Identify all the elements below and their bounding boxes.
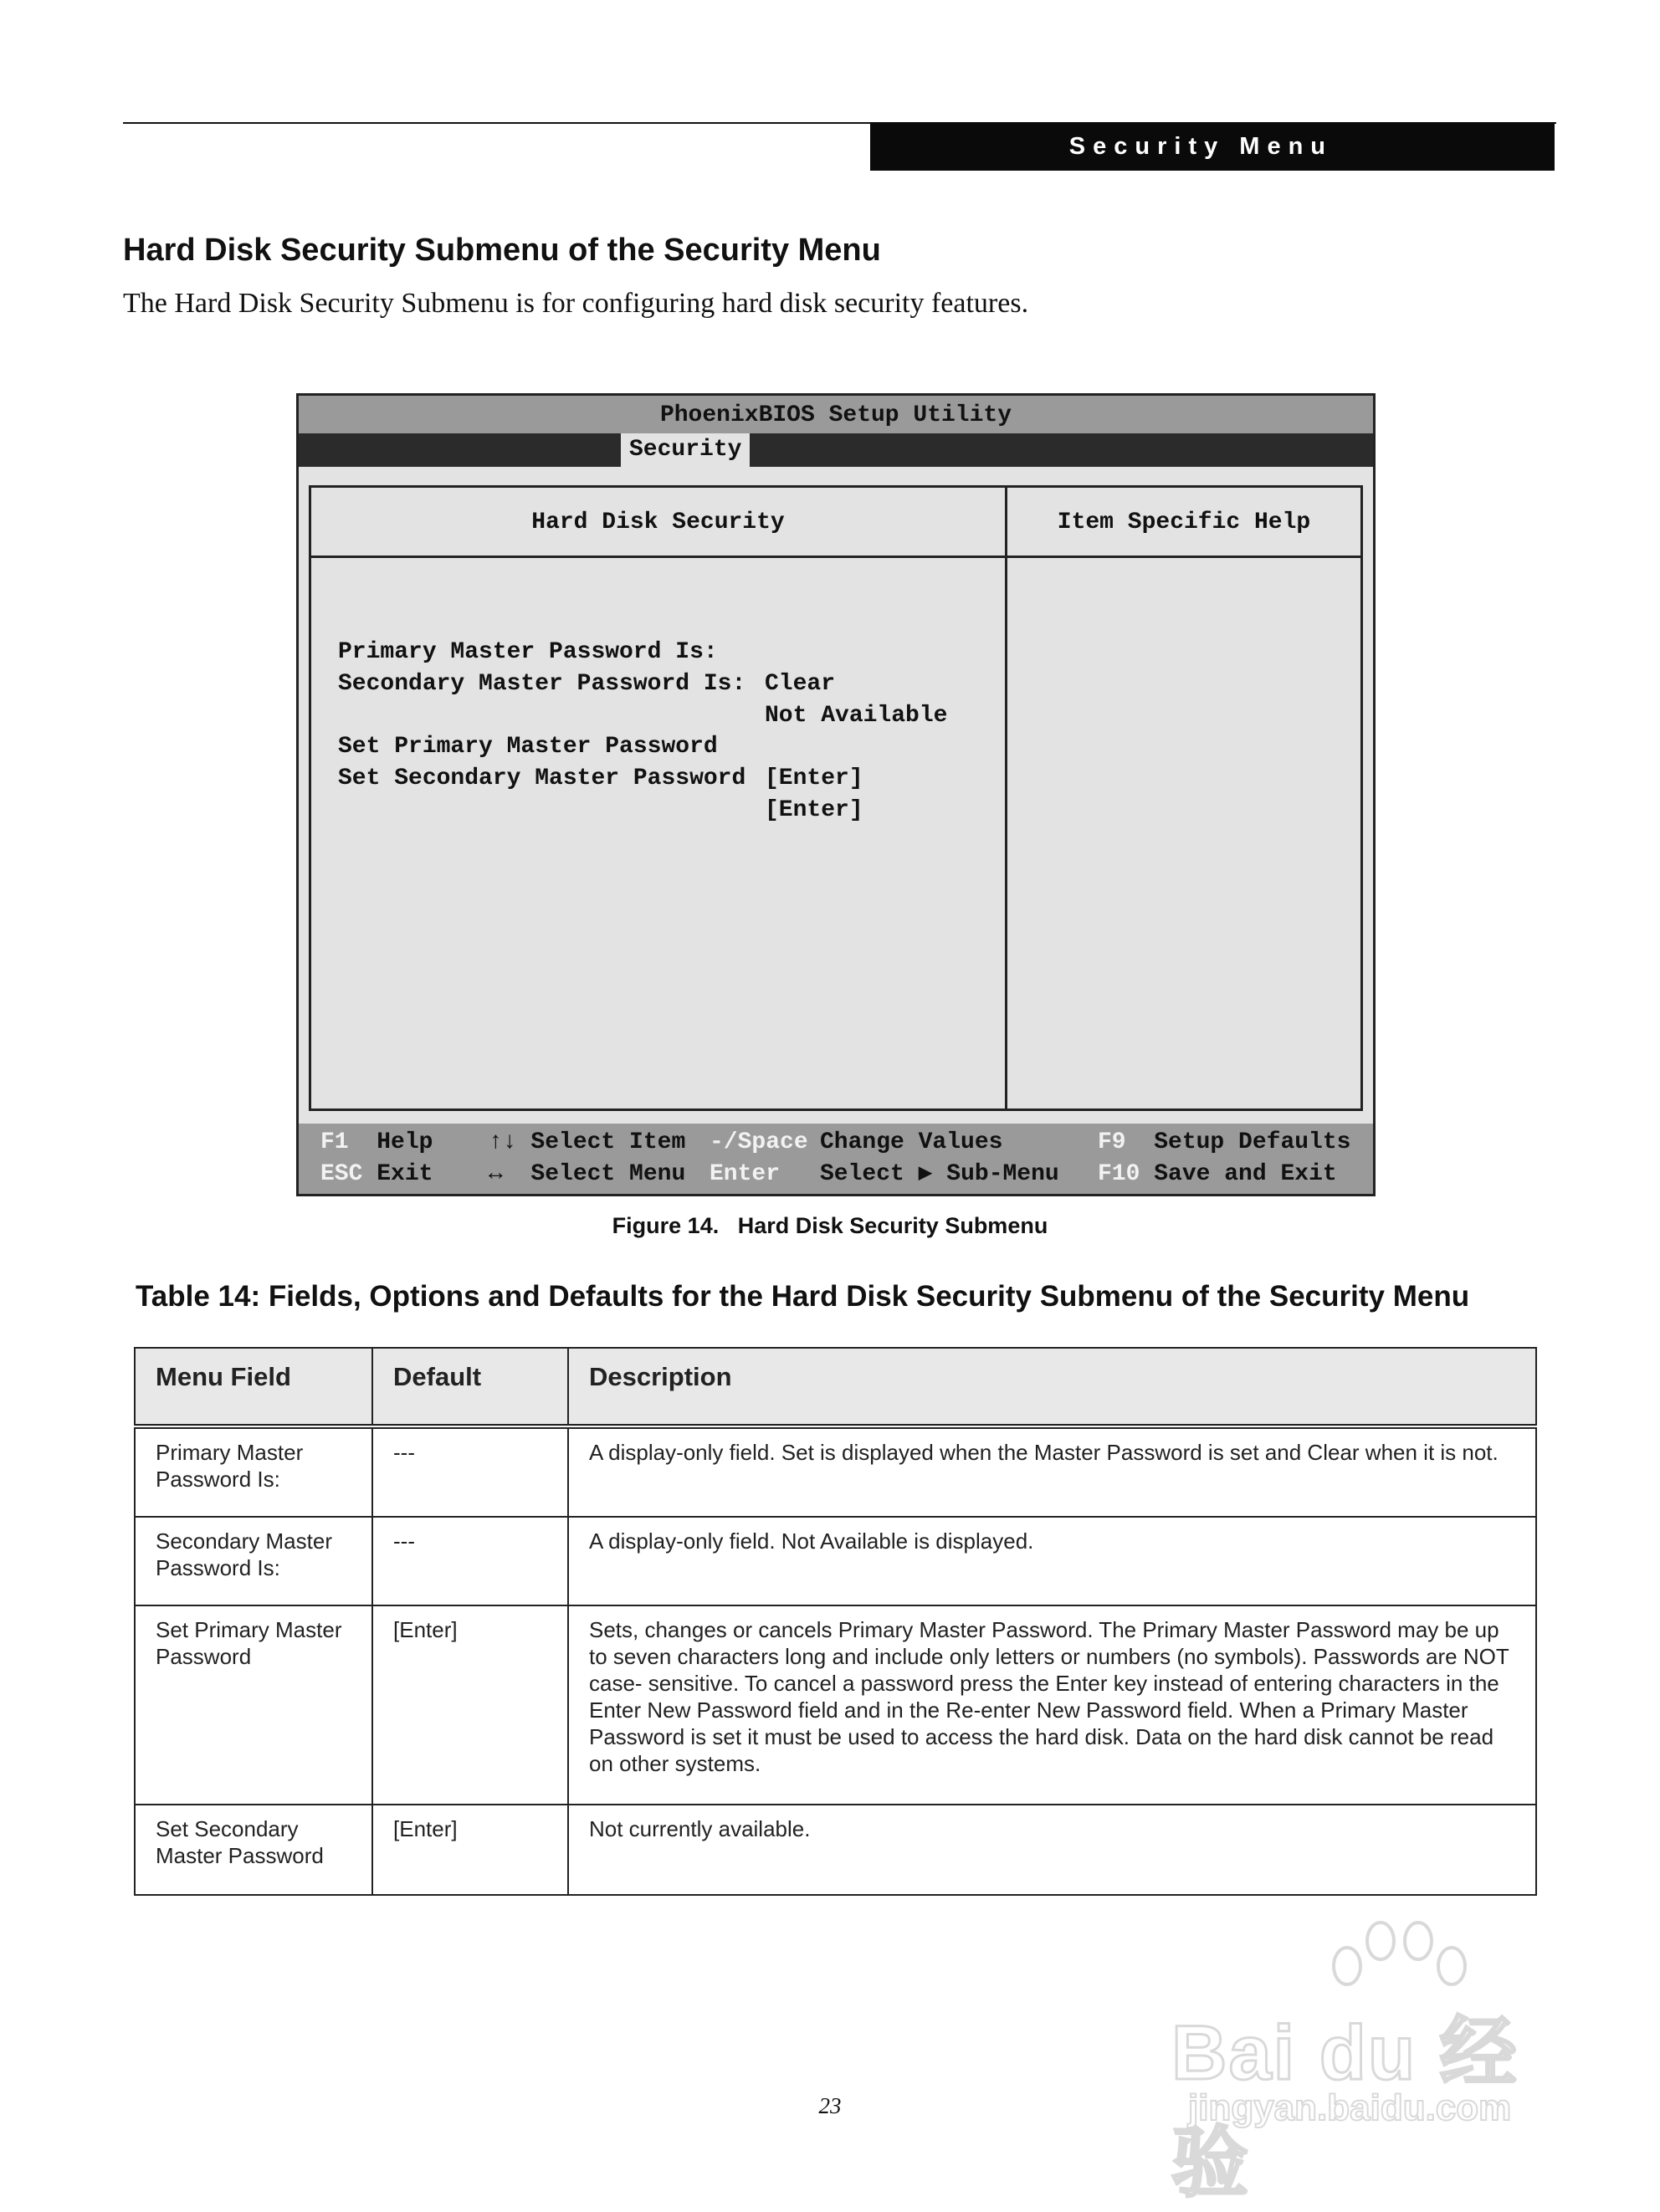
table-row xyxy=(135,1426,1536,1517)
bios-field-set-secondary[interactable] xyxy=(338,731,991,823)
bios-panel-frame xyxy=(309,485,1363,1111)
table-row xyxy=(135,1605,1536,1805)
tab-security[interactable]: Security xyxy=(621,433,750,467)
column-header-menu-field: Menu Field xyxy=(135,1348,372,1426)
cell-field: Secondary Master Password Is: xyxy=(135,1517,372,1605)
fields-options-table xyxy=(134,1347,1537,1896)
figure-caption: Figure 14. Hard Disk Security Submenu xyxy=(612,1213,1048,1238)
cell-description: Not currently available. xyxy=(568,1805,1536,1895)
cell-description: Sets, changes or cancels Primary Master Password. The Primary Master Password may be up to seven characters long and include only letters or numbers (no symbols). Passwords are NOT case- sensitive. To cancel a password press the Enter key instead of entering characters in the Enter New Password field and in the Re-enter New Password field. When a Primary Master Password is set it must be used to access the hard disk. Data on the hard disk cannot be read on other systems. xyxy=(568,1605,1536,1805)
bios-key-legend xyxy=(299,1124,1373,1194)
key-f1: F1 Help xyxy=(320,1129,433,1155)
field-value[interactable]: [Enter] xyxy=(765,765,863,791)
bios-field-list xyxy=(338,605,991,823)
key-space-desc: Change Values xyxy=(820,1129,1003,1155)
table-title: Table 14: Fields, Options and Defaults for the Hard Disk Security Submenu of the Security Menu xyxy=(136,1280,1470,1313)
cell-field: Set Secondary Master Password xyxy=(135,1805,372,1895)
table-row xyxy=(135,1517,1536,1605)
cell-field: Set Primary Master Password xyxy=(135,1605,372,1805)
field-label: Set Primary Master Password xyxy=(338,734,718,760)
key-space: -/Space xyxy=(710,1129,808,1155)
bios-panel-divider xyxy=(1005,558,1007,1109)
field-value[interactable]: [Enter] xyxy=(765,797,863,823)
cell-description: A display-only field. Not Available is displayed. xyxy=(568,1517,1536,1605)
bios-screenshot xyxy=(296,393,1376,1196)
bios-title: PhoenixBIOS Setup Utility xyxy=(299,396,1373,433)
bios-help-title: Item Specific Help xyxy=(1007,488,1360,558)
field-value: Not Available xyxy=(765,703,948,729)
column-header-description: Description xyxy=(568,1348,1536,1426)
key-esc: ESC Exit xyxy=(320,1161,433,1187)
key-f9: F9 Setup Defaults xyxy=(1098,1129,1351,1155)
table-header-row xyxy=(135,1348,1536,1426)
key-enter-desc: Select ▶ Sub-Menu xyxy=(820,1161,1059,1187)
key-updown: ↑↓ Select Item xyxy=(489,1129,686,1155)
cell-default: [Enter] xyxy=(372,1605,568,1805)
key-f10: F10 Save and Exit xyxy=(1098,1161,1337,1187)
key-leftright: ↔ Select Menu xyxy=(489,1161,686,1187)
field-label: Set Secondary Master Password xyxy=(338,765,746,791)
cell-default: [Enter] xyxy=(372,1805,568,1895)
field-label: Secondary Master Password Is: xyxy=(338,671,746,697)
watermark-url: jingyan.baidu.com xyxy=(1188,2087,1512,2128)
field-label: Primary Master Password Is: xyxy=(338,639,718,665)
cell-default: --- xyxy=(372,1517,568,1605)
page-number: 23 xyxy=(818,2093,842,2118)
key-enter: Enter xyxy=(710,1161,781,1187)
cell-default: --- xyxy=(372,1426,568,1517)
intro-text: The Hard Disk Security Submenu is for configuring hard disk security features. xyxy=(123,288,1029,319)
section-title: Hard Disk Security Submenu of the Security Menu xyxy=(123,233,881,268)
table-row xyxy=(135,1805,1536,1895)
field-value: Clear xyxy=(765,671,836,697)
section-label: Security Menu xyxy=(1068,132,1333,160)
bios-panel-title: Hard Disk Security xyxy=(311,488,1007,558)
bios-menubar xyxy=(299,433,1373,467)
cell-field: Primary Master Password Is: xyxy=(135,1426,372,1517)
column-header-default: Default xyxy=(372,1348,568,1426)
baidu-watermark xyxy=(1171,1916,1573,2206)
section-header-bar xyxy=(870,122,1555,171)
cell-description: A display-only field. Set is displayed when the Master Password is set and Clear when it is not. xyxy=(568,1426,1536,1517)
watermark-brand: Bai du 经验 xyxy=(1171,2010,1519,2206)
